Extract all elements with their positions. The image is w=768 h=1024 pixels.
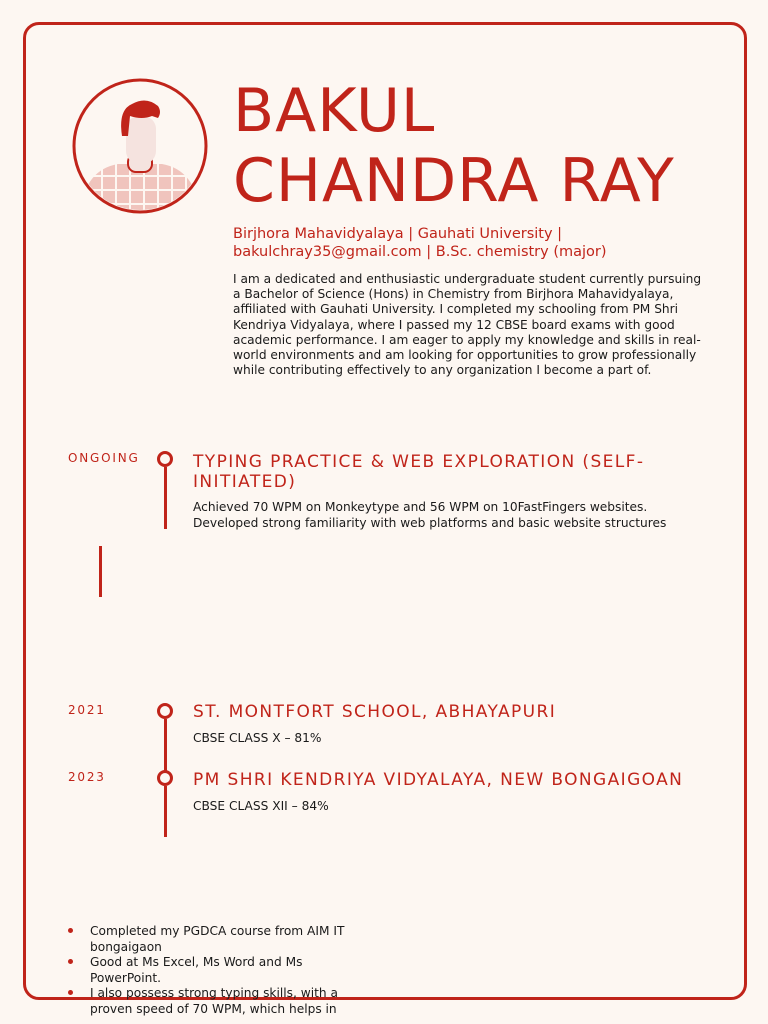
timeline-line bbox=[164, 719, 167, 771]
list-item: Completed my PGDCA course from AIM IT bongaigaon bbox=[66, 924, 366, 955]
education-date: 2021 bbox=[68, 703, 106, 717]
section-divider bbox=[99, 546, 102, 597]
contact-line: Birjhora Mahavidyalaya | Gauhati University | bakulchray35@gmail.com | B.Sc. chemistry (major) bbox=[233, 226, 607, 260]
skills-list bbox=[66, 924, 366, 1017]
person-avatar-icon bbox=[72, 78, 208, 214]
list-item: Good at Ms Excel, Ms Word and Ms PowerPoint. bbox=[66, 955, 366, 986]
name-line-2: CHANDRA RAY bbox=[233, 146, 675, 216]
list-item: I also possess strong typing skills, with a proven speed of 70 WPM, which helps in bbox=[66, 986, 366, 1017]
timeline-dot bbox=[157, 703, 173, 719]
education-description: CBSE CLASS XII – 84% bbox=[193, 799, 329, 813]
timeline-line bbox=[164, 467, 167, 529]
experience-description: Achieved 70 WPM on Monkeytype and 56 WPM on 10FastFingers websites. Developed strong familiarity with web platforms and basic website structures bbox=[193, 500, 667, 530]
timeline-dot bbox=[157, 451, 173, 467]
experience-title: TYPING PRACTICE & WEB EXPLORATION (SELF-INITIATED) bbox=[193, 452, 645, 492]
education-description: CBSE CLASS X – 81% bbox=[193, 731, 322, 745]
education-title: ST. MONTFORT SCHOOL, ABHAYAPURI bbox=[193, 702, 557, 722]
profile-summary: I am a dedicated and enthusiastic undergraduate student currently pursuing a Bachelor of Science (Hons) in Chemistry from Birjhora Mahavidyalaya, affiliated with Gauhati University. I completed my schooling from PM Shri Kendriya Vidyalaya, where I passed my 12 CBSE board exams with good academic performance. I am eager to apply my knowledge and skills in real-world environments and am looking for opportunities to grow professionally while contributing effectively to any organization I become a part of. bbox=[233, 272, 702, 378]
candidate-name bbox=[233, 76, 675, 216]
education-title: PM SHRI KENDRIYA VIDYALAYA, NEW BONGAIGOAN bbox=[193, 770, 684, 790]
name-line-1: BAKUL bbox=[233, 76, 436, 146]
education-date: 2023 bbox=[68, 770, 106, 784]
experience-date: ONGOING bbox=[68, 451, 140, 465]
timeline-line bbox=[164, 786, 167, 837]
timeline-dot bbox=[157, 770, 173, 786]
